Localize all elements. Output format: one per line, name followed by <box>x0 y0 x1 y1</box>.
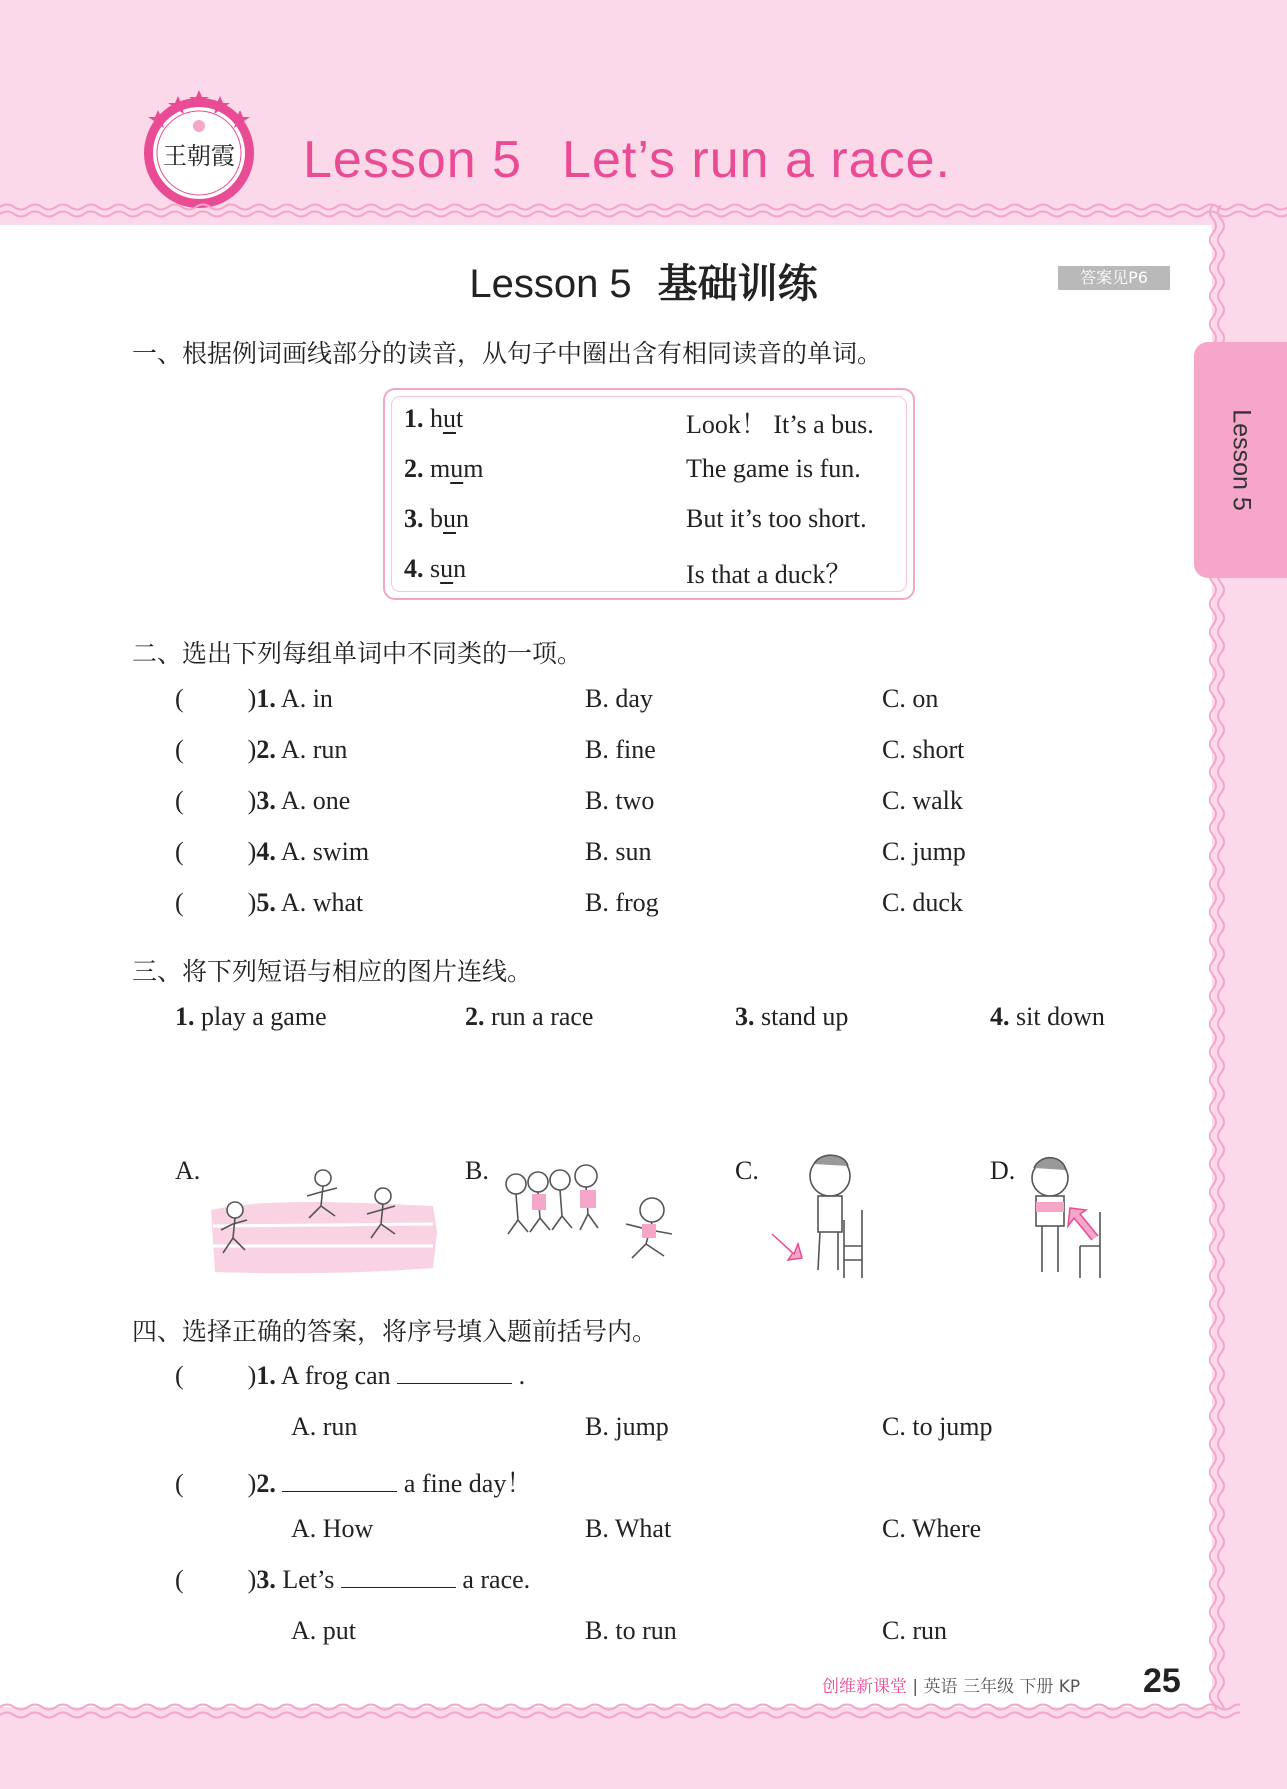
option-b: B. to run <box>585 1616 677 1645</box>
match-phrase[interactable]: 2. run a race <box>465 1002 594 1031</box>
picture-sit-down-icon <box>1022 1150 1122 1280</box>
option-a: A. run <box>280 735 348 764</box>
option-c: C. to jump <box>882 1412 993 1441</box>
option-b: B. day <box>585 684 653 713</box>
footer-info: 英语 三年级 下册 KP <box>923 1677 1081 1697</box>
logo-text: 王朝霞 <box>163 142 235 170</box>
option-b: B. fine <box>585 735 656 764</box>
option-a: A. How <box>291 1514 374 1543</box>
answer-blank[interactable]: ( )2. A. run <box>175 735 348 764</box>
brand-logo <box>138 88 260 210</box>
option-c: C. jump <box>882 837 966 866</box>
question[interactable]: ( )1. A frog can . <box>175 1361 526 1390</box>
option-c: C. run <box>882 1616 947 1645</box>
example-sentence[interactable]: Look！ It’s a bus. <box>686 410 874 439</box>
fill-blank[interactable] <box>397 1361 512 1384</box>
example-sentence[interactable]: But it’s too short. <box>686 504 867 533</box>
fill-blank[interactable] <box>282 1469 397 1492</box>
lesson-name: Let’s run a race. <box>562 131 951 189</box>
example-sentence[interactable]: Is that a duck？ <box>686 560 852 589</box>
underlined-letter: u <box>443 504 456 533</box>
option-c: C. short <box>882 735 965 764</box>
header-wave-border <box>0 201 1287 219</box>
section2-title: 二、选出下列每组单词中不同类的一项。 <box>132 639 583 668</box>
option-b: B. frog <box>585 888 659 917</box>
picture-label[interactable]: D. <box>990 1156 1016 1185</box>
example-word: 2. mum <box>404 454 484 483</box>
bottom-wave-border <box>0 1700 1240 1724</box>
option-b: B. sun <box>585 837 652 866</box>
option-c: C. walk <box>882 786 963 815</box>
option-b: B. What <box>585 1514 672 1543</box>
option-b: B. two <box>585 786 655 815</box>
picture-stand-up-icon <box>768 1150 868 1280</box>
example-word: 4. sun <box>404 554 467 583</box>
option-a: A. put <box>291 1616 356 1645</box>
picture-race-icon <box>205 1158 440 1280</box>
page-title-lesson: Lesson 5 <box>469 262 632 306</box>
underlined-letter: u <box>450 454 464 483</box>
option-b: B. jump <box>585 1412 669 1441</box>
picture-game-icon <box>496 1162 696 1277</box>
lesson-number: Lesson 5 <box>303 131 523 189</box>
footer-separator: | <box>912 1677 919 1697</box>
picture-label[interactable]: A. <box>175 1156 201 1185</box>
option-a: A. one <box>280 786 351 815</box>
option-a: A. run <box>291 1412 358 1441</box>
picture-label[interactable]: B. <box>465 1156 489 1185</box>
question[interactable]: ( )3. Let’s a race. <box>175 1565 531 1594</box>
footer-brand: 创维新课堂 <box>822 1677 907 1697</box>
section3-title: 三、将下列短语与相应的图片连线。 <box>132 957 533 986</box>
example-word: 1. hut <box>404 404 464 433</box>
fill-blank[interactable] <box>341 1565 456 1588</box>
page-header <box>0 0 1287 225</box>
question[interactable]: ( )2. a fine day！ <box>175 1469 533 1498</box>
option-c: C. Where <box>882 1514 982 1543</box>
option-a: A. swim <box>280 837 370 866</box>
answer-blank[interactable]: ( )5. A. what <box>175 888 364 917</box>
picture-label[interactable]: C. <box>735 1156 759 1185</box>
option-a: A. in <box>280 684 333 713</box>
option-c: C. on <box>882 684 939 713</box>
example-word: 3. bun <box>404 504 469 533</box>
page-number: 25 <box>1143 1662 1181 1700</box>
underlined-letter: u <box>443 404 456 433</box>
option-a: A. what <box>280 888 364 917</box>
option-c: C. duck <box>882 888 963 917</box>
page-title-name: 基础训练 <box>657 261 818 307</box>
underlined-letter: u <box>440 554 454 583</box>
lesson-title <box>303 130 951 190</box>
section4-title: 四、选择正确的答案，将序号填入题前括号内。 <box>132 1317 658 1346</box>
match-phrase[interactable]: 4. sit down <box>990 1002 1105 1031</box>
match-phrase[interactable]: 1. play a game <box>175 1002 327 1031</box>
answer-blank[interactable]: ( )4. A. swim <box>175 837 370 866</box>
side-tab <box>1194 342 1287 578</box>
side-tab-label: Lesson 5 <box>1227 409 1255 511</box>
answer-badge: 答案见P6 <box>1058 266 1170 290</box>
match-phrase[interactable]: 3. stand up <box>735 1002 849 1031</box>
footer <box>822 1672 1080 1697</box>
example-sentence[interactable]: The game is fun. <box>686 454 861 483</box>
answer-blank[interactable]: ( )1. A. in <box>175 684 333 713</box>
section1-title: 一、根据例词画线部分的读音，从句子中圈出含有相同读音的单词。 <box>132 339 883 368</box>
answer-blank[interactable]: ( )3. A. one <box>175 786 351 815</box>
